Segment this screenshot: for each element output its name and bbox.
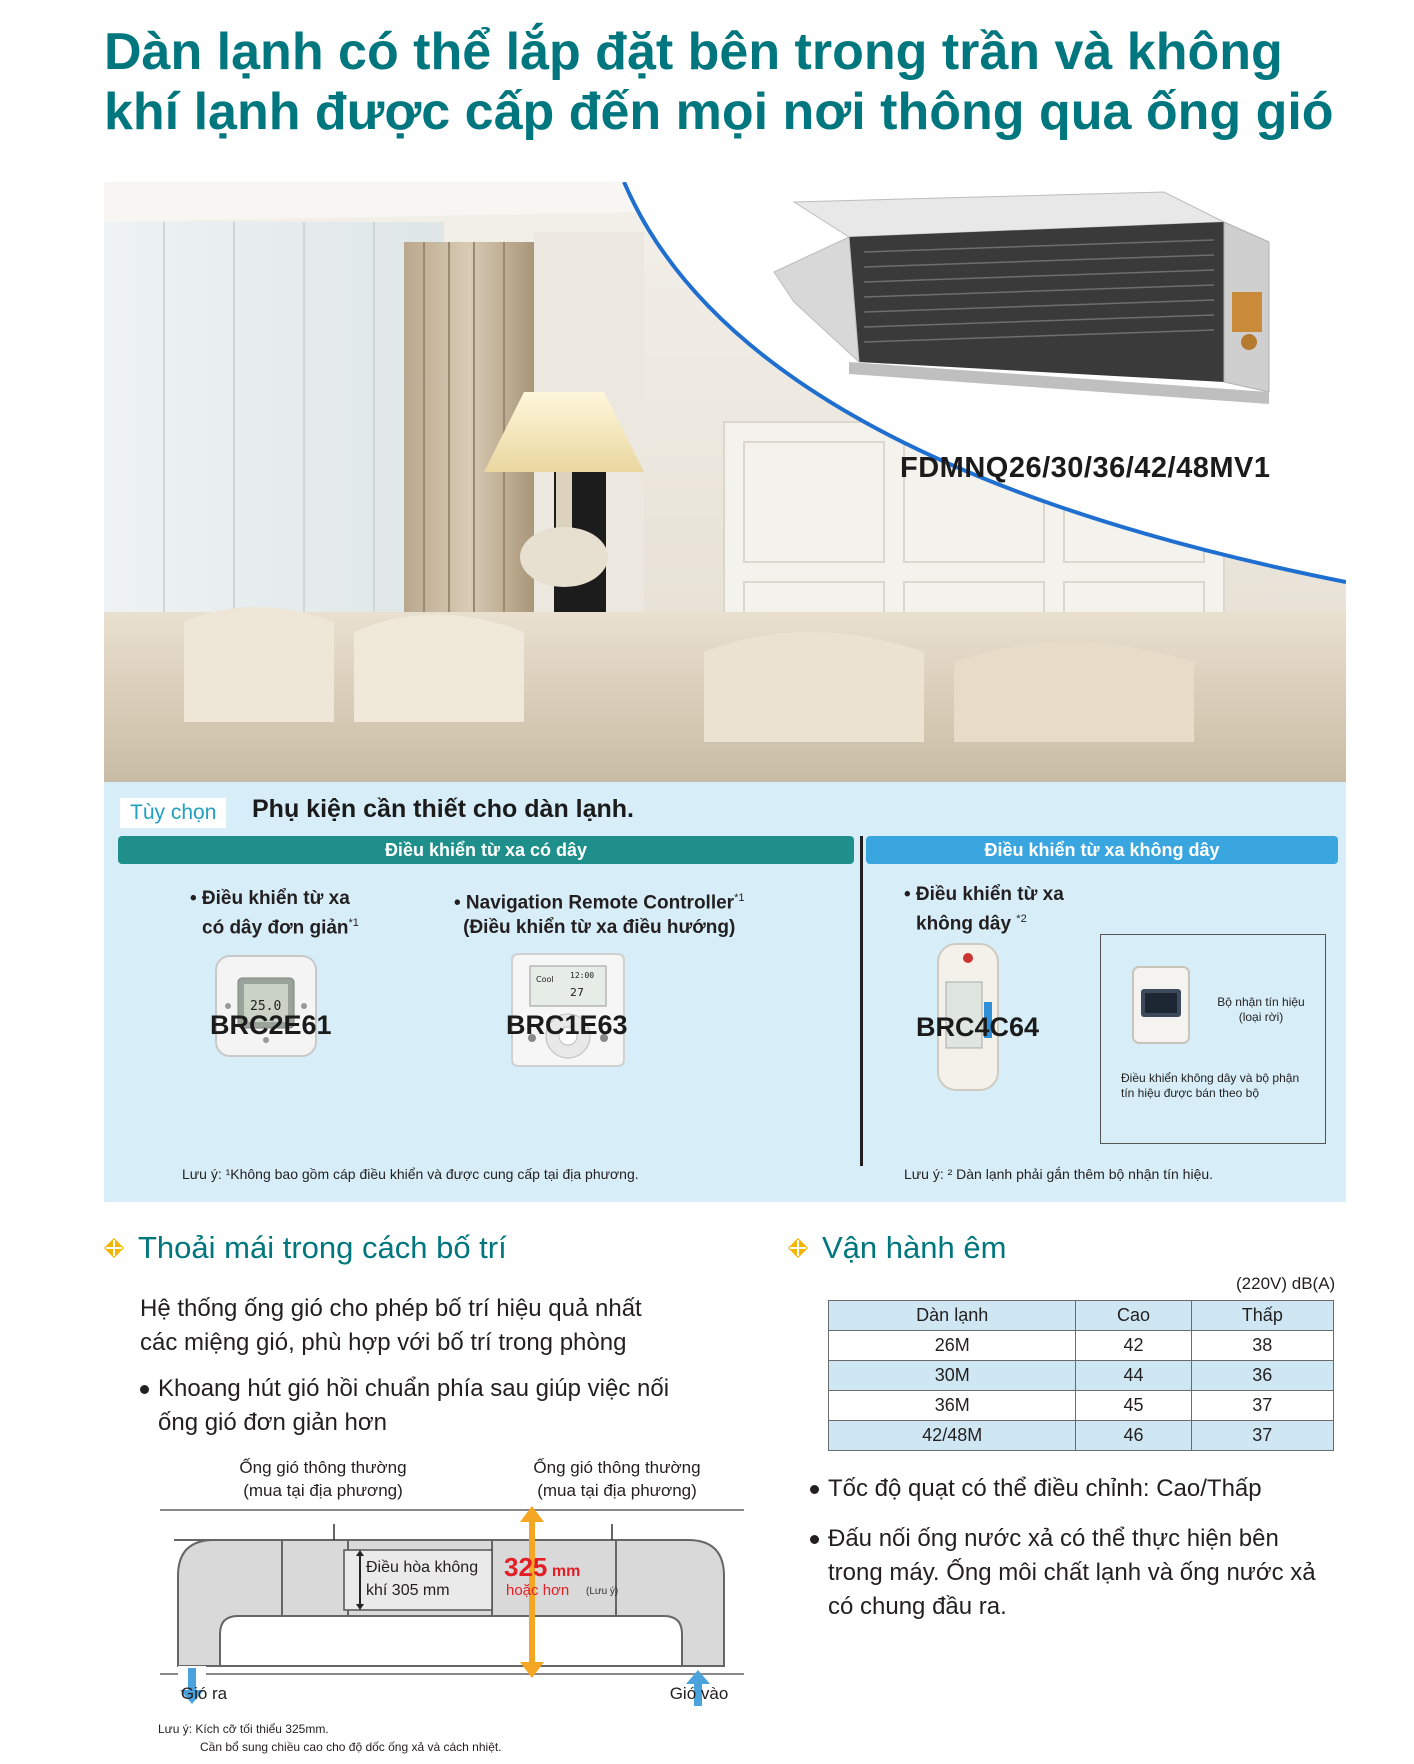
noise-table [828,1300,1334,1451]
model-brc2e61: BRC2E61 [210,1010,332,1040]
air-out-label: Gió ra [180,1684,228,1703]
table-row: 42/48M 46 37 [829,1421,1334,1451]
footnote-2: Cần bổ sung chiều cao cho độ dốc ống xả và cách nhiệt. [200,1740,502,1754]
brc1e63-screen-time: 12:00 [570,971,595,980]
indoor-unit-label: Điều hòa không khí 305 mm [366,1559,479,1599]
quiet-bullet-1: Tốc độ quạt có thể điều chỉnh: Cao/Thấp [828,1472,1262,1506]
diamond-icon [104,1238,124,1258]
height-sub: hoặc hơn [506,1582,570,1599]
title-line-2: khí lạnh được cấp đến mọi nơi thông qua ống gió [104,83,1334,141]
receiver-box [1100,934,1326,1144]
duct-diagram [158,1456,744,1706]
column-header: Cao [1076,1301,1191,1331]
duct-left-label: Ống gió thông thường (mua tại địa phương) [239,1458,407,1500]
air-in-label: Gió vào [669,1684,729,1703]
section-divider [860,836,863,1166]
receiver-label: Bộ nhận tín hiệu (loại rời) [1217,995,1305,1024]
table-row: 30M 44 36 [829,1361,1334,1391]
product-model: FDMNQ26/30/36/42/48MV1 [900,452,1271,484]
options-panel [104,782,1346,1202]
controller-label-brc2e61: • Điều khiển từ xa có dây đơn giản$^{*1}$ [190,888,359,939]
quiet-heading: Vận hành êm [788,1230,1006,1266]
window [104,222,444,622]
duct-right-label: Ống gió thông thường (mua tại địa phương) [533,1458,701,1500]
model-brc1e63: BRC1E63 [506,1010,628,1040]
receiver-image [1131,965,1191,1050]
height-note: (Lưu ý) [586,1586,619,1597]
note-wired: Lưu ý: ¹Không bao gồm cáp điều khiển và được cung cấp tại địa phương. [182,1166,639,1182]
wired-header: Điều khiển từ xa có dây [118,836,854,864]
controller-label-brc4c64: • Điều khiển từ xa không dây $^{*2}$ [904,884,1064,935]
option-tag: Tùy chọn [120,798,226,828]
column-header: Thấp [1191,1301,1333,1331]
layout-heading: Thoải mái trong cách bố trí [104,1230,507,1266]
title-line-1: Dàn lạnh có thể lắp đặt bên trong trần và không [104,23,1283,81]
wireless-header: Điều khiển từ xa không dây [866,836,1338,864]
brc2e61-device-image [214,954,318,1063]
column-header: Dàn lạnh [829,1301,1076,1331]
diamond-icon [788,1238,808,1258]
model-brc4c64: BRC4C64 [916,1012,1040,1042]
controller-label-brc1e63: • Navigation Remote Controller$^{*1}$ (Điều khiển từ xa điều hướng) [454,892,745,939]
table-row: 26M 42 38 [829,1331,1334,1361]
layout-bullet: Khoang hút gió hồi chuẩn phía sau giúp việc nối ống gió đơn giản hơn [158,1372,669,1440]
quiet-bullet-2: Đấu nối ống nước xả có thể thực hiện bên trong máy. Ống môi chất lạnh và ống nước xả có chung đầu ra. [828,1522,1348,1624]
height-value: 325 [504,1552,548,1582]
options-title: Phụ kiện cần thiết cho dàn lạnh. [252,795,634,823]
brc1e63-screen-mode: Cool [536,975,554,984]
receiver-note: Điều khiển không dây và bộ phận tín hiệu được bán theo bộ [1121,1071,1300,1100]
layout-body: Hệ thống ống gió cho phép bố trí hiệu quả nhất các miệng gió, phù hợp với bố trí trong phòng [140,1295,642,1356]
noise-unit: (220V) dB(A) [1236,1274,1336,1293]
footnote-1: Lưu ý: Kích cỡ tối thiểu 325mm. [158,1722,329,1736]
height-label [504,1552,580,1583]
brc1e63-screen-temp: 27 [570,986,584,999]
height-unit: mm [551,1563,581,1580]
page-title [104,22,1364,142]
table-row: 36M 45 37 [829,1391,1334,1421]
brc2e61-screen: 25.0 [250,999,282,1014]
note-wireless: Lưu ý: ² Dàn lạnh phải gắn thêm bộ nhận tín hiệu. [904,1166,1214,1182]
